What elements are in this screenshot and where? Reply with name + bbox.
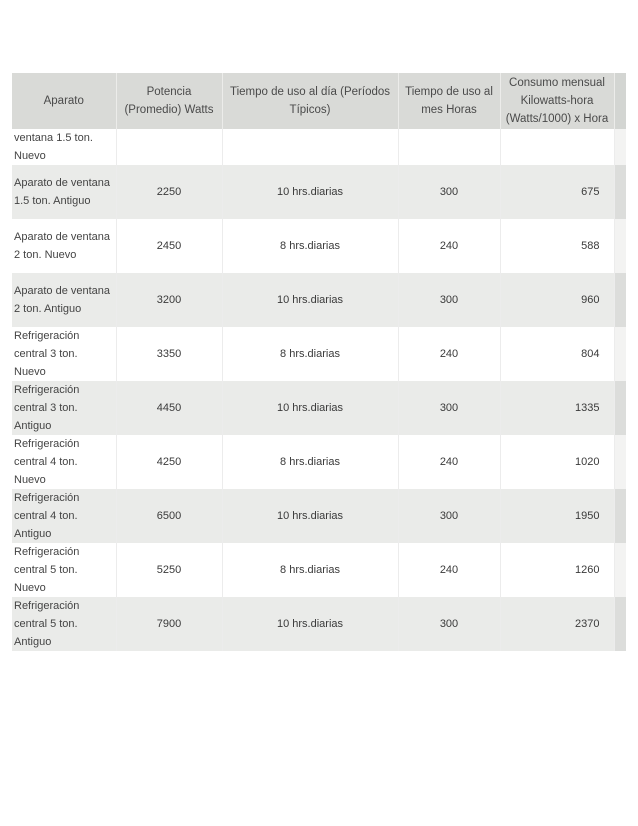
cell-uso-dia: 8 hrs.diarias xyxy=(222,219,398,273)
cell-edge xyxy=(614,327,626,381)
cell-potencia xyxy=(116,129,222,165)
cell-uso-mes xyxy=(398,129,500,165)
table-row xyxy=(12,489,626,543)
cell-consumo: 1260 xyxy=(500,543,614,597)
cell-aparato: ventana 1.5 ton. Nuevo xyxy=(12,129,116,165)
header-aparato: Aparato xyxy=(12,73,116,129)
cell-consumo: 1335 xyxy=(500,381,614,435)
cell-potencia: 4250 xyxy=(116,435,222,489)
cell-aparato: Aparato de ventana 2 ton. Antiguo xyxy=(12,273,116,327)
cell-uso-dia: 10 hrs.diarias xyxy=(222,165,398,219)
table-row xyxy=(12,165,626,219)
cell-edge xyxy=(614,273,626,327)
table-row xyxy=(12,219,626,273)
cell-uso-dia: 8 hrs.diarias xyxy=(222,327,398,381)
cell-edge xyxy=(614,381,626,435)
cell-aparato: Refrigeración central 5 ton. Antiguo xyxy=(12,597,116,651)
cell-potencia: 5250 xyxy=(116,543,222,597)
cell-uso-mes: 300 xyxy=(398,273,500,327)
cell-uso-mes: 300 xyxy=(398,597,500,651)
table-body xyxy=(12,129,626,651)
cell-uso-mes: 240 xyxy=(398,327,500,381)
table-row-partial xyxy=(12,129,626,165)
cell-uso-dia: 8 hrs.diarias xyxy=(222,435,398,489)
cell-consumo: 675 xyxy=(500,165,614,219)
cell-consumo xyxy=(500,129,614,165)
header-uso-mes: Tiempo de uso al mes Horas xyxy=(398,73,500,129)
cell-potencia: 3350 xyxy=(116,327,222,381)
cell-edge xyxy=(614,435,626,489)
cell-aparato: Refrigeración central 3 ton. Antiguo xyxy=(12,381,116,435)
consumption-table xyxy=(12,73,626,651)
cell-edge xyxy=(614,219,626,273)
cell-edge xyxy=(614,165,626,219)
cell-potencia: 3200 xyxy=(116,273,222,327)
header-potencia: Potencia (Promedio) Watts xyxy=(116,73,222,129)
cell-potencia: 2250 xyxy=(116,165,222,219)
cell-uso-dia: 10 hrs.diarias xyxy=(222,273,398,327)
cell-uso-mes: 300 xyxy=(398,165,500,219)
header-edge xyxy=(614,73,626,129)
consumption-table-container xyxy=(12,73,626,651)
cell-uso-mes: 300 xyxy=(398,489,500,543)
table-row xyxy=(12,597,626,651)
table-row xyxy=(12,543,626,597)
cell-edge xyxy=(614,489,626,543)
table-row xyxy=(12,273,626,327)
cell-aparato: Aparato de ventana 1.5 ton. Antiguo xyxy=(12,165,116,219)
table-row xyxy=(12,435,626,489)
cell-consumo: 2370 xyxy=(500,597,614,651)
cell-edge xyxy=(614,543,626,597)
cell-aparato: Aparato de ventana 2 ton. Nuevo xyxy=(12,219,116,273)
cell-uso-dia: 8 hrs.diarias xyxy=(222,543,398,597)
cell-potencia: 7900 xyxy=(116,597,222,651)
cell-aparato: Refrigeración central 5 ton. Nuevo xyxy=(12,543,116,597)
cell-uso-dia: 10 hrs.diarias xyxy=(222,489,398,543)
table-row xyxy=(12,381,626,435)
cell-consumo: 1020 xyxy=(500,435,614,489)
cell-edge xyxy=(614,597,626,651)
cell-potencia: 2450 xyxy=(116,219,222,273)
cell-uso-dia xyxy=(222,129,398,165)
header-uso-dia: Tiempo de uso al día (Períodos Típicos) xyxy=(222,73,398,129)
cell-uso-mes: 240 xyxy=(398,435,500,489)
cell-aparato: Refrigeración central 4 ton. Nuevo xyxy=(12,435,116,489)
cell-aparato: Refrigeración central 4 ton. Antiguo xyxy=(12,489,116,543)
cell-potencia: 6500 xyxy=(116,489,222,543)
cell-consumo: 804 xyxy=(500,327,614,381)
cell-consumo: 1950 xyxy=(500,489,614,543)
cell-uso-mes: 300 xyxy=(398,381,500,435)
cell-edge xyxy=(614,129,626,165)
cell-aparato: Refrigeración central 3 ton. Nuevo xyxy=(12,327,116,381)
cell-potencia: 4450 xyxy=(116,381,222,435)
cell-uso-dia: 10 hrs.diarias xyxy=(222,597,398,651)
header-row xyxy=(12,73,626,129)
cell-uso-mes: 240 xyxy=(398,219,500,273)
header-consumo: Consumo mensual Kilowatts-hora (Watts/1000) x Hora xyxy=(500,73,614,129)
cell-uso-dia: 10 hrs.diarias xyxy=(222,381,398,435)
cell-consumo: 588 xyxy=(500,219,614,273)
cell-consumo: 960 xyxy=(500,273,614,327)
cell-uso-mes: 240 xyxy=(398,543,500,597)
table-row xyxy=(12,327,626,381)
table-header xyxy=(12,73,626,129)
